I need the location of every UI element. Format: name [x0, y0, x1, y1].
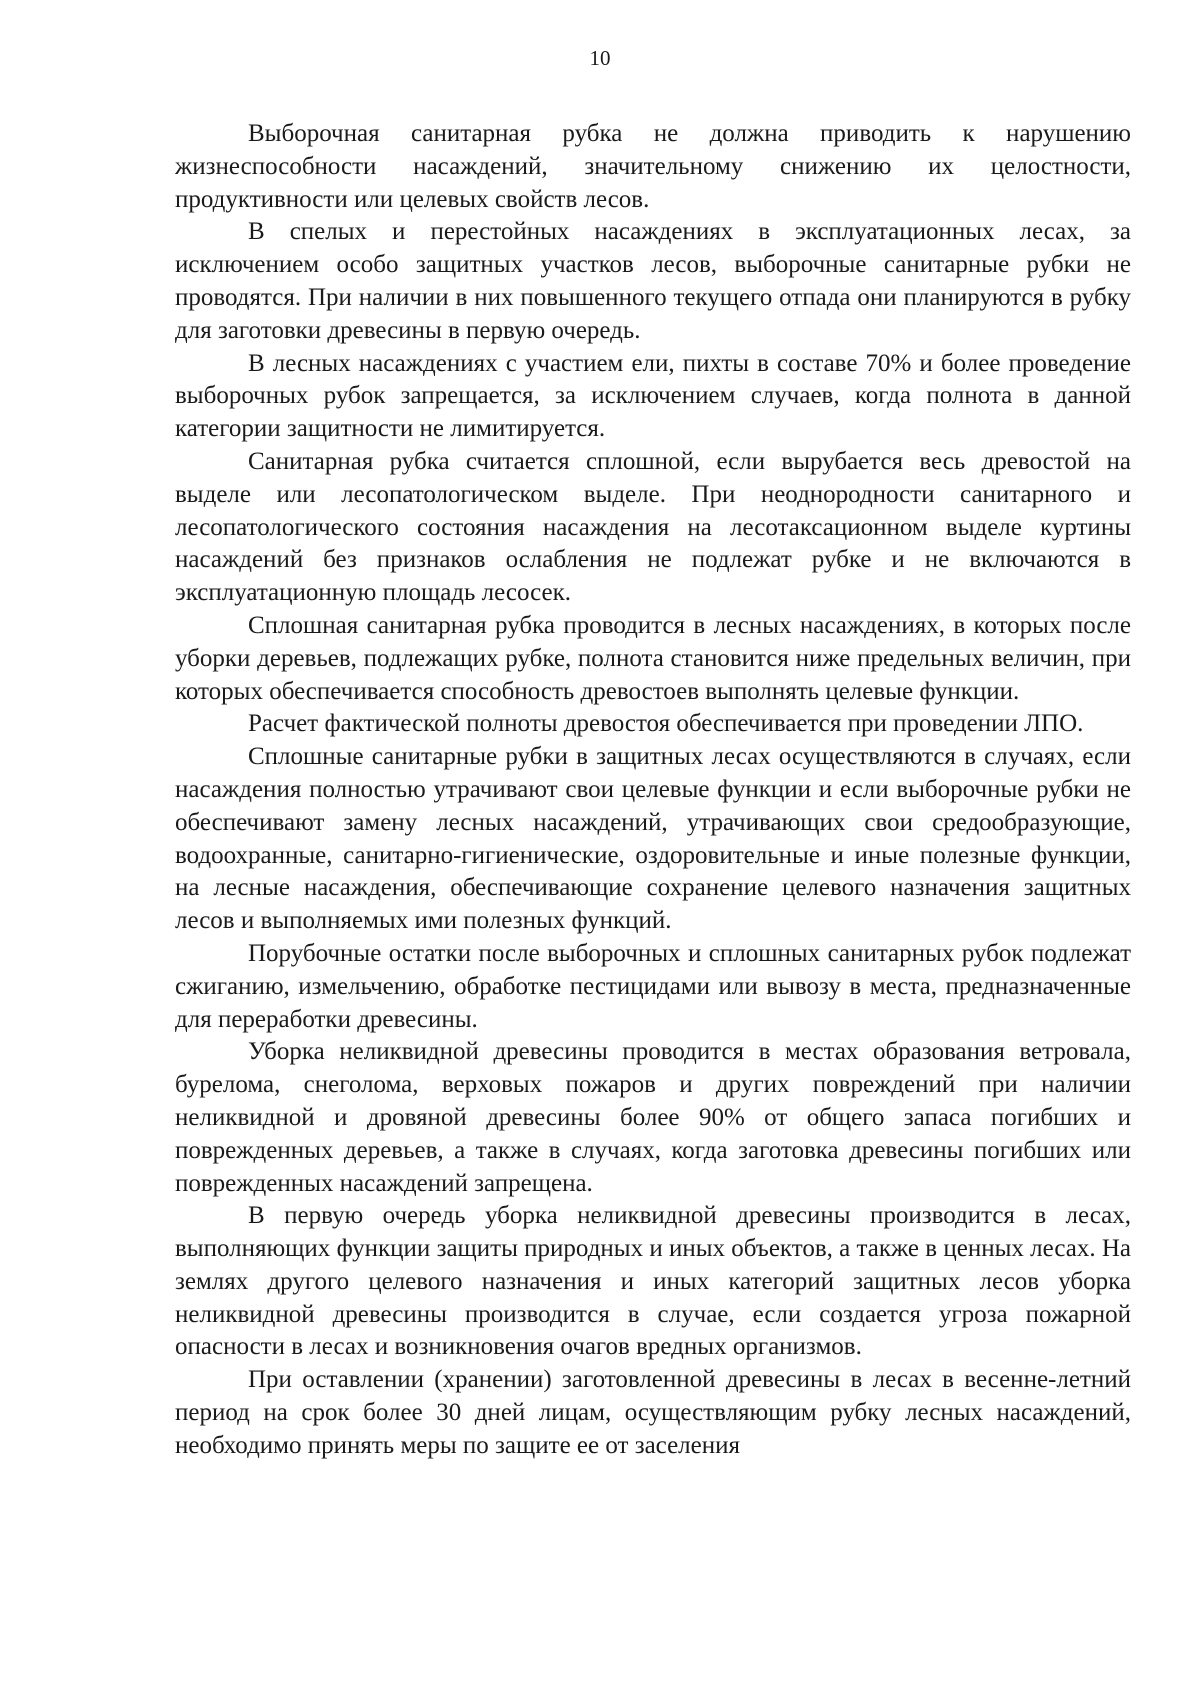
paragraph: Сплошные санитарные рубки в защитных лесах осуществляются в случаях, если насаждения полностью утрачивают свои целевые функции и если выборочные рубки не обеспечивают замену лесных насаждений, утрачивающих свои средообразующие, водоохранные, санитарно-гигиенические, оздоровительные и иные полезные функции, на лесные насаждения, обеспечивающие сохранение целевого назначения защитных лесов и выполняемых ими полезных функций. — [175, 743, 1131, 935]
paragraph: В лесных насаждениях с участием ели, пихты в составе 70% и более проведение выборочных рубок запрещается, за исключением случаев, когда полнота в данной категории защитности не лимитируется. — [175, 349, 1131, 443]
paragraph: Санитарная рубка считается сплошной, если вырубается весь древостой на выделе или лесопатологическом выделе. При неоднородности санитарного и лесопатологического состояния насаждения на лесотаксационном выделе куртины насаждений без признаков ослабления не подлежат рубке и не включаются в эксплуатационную площадь лесосек. — [175, 447, 1131, 607]
paragraph: Расчет фактической полноты древостоя обеспечивается при проведении ЛПО. — [248, 710, 1084, 738]
paragraph: Сплошная санитарная рубка проводится в лесных насаждениях, в которых после уборки деревьев, подлежащих рубке, полнота становится ниже предельных величин, при которых обеспечивается способность древостоев выполнять целевые функции. — [175, 611, 1131, 705]
paragraph: При оставлении (хранении) заготовленной древесины в лесах в весенне-летний период на срок более 30 дней лицам, осуществляющим рубку лесных насаждений, необходимо принять меры по защите ее от заселения — [175, 1366, 1131, 1459]
paragraph: В спелых и перестойных насаждениях в эксплуатационных лесах, за исключением особо защитных участков лесов, выборочные санитарные рубки не проводятся. При наличии в них повышенного текущего отпада они планируются в рубку для заготовки древесины в первую очередь. — [175, 218, 1131, 344]
paragraph: Выборочная санитарная рубка не должна приводить к нарушению жизнеспособности насаждений, значительному снижению их целостности, продуктивности или целевых свойств лесов. — [175, 120, 1131, 213]
paragraph: Уборка неликвидной древесины проводится в местах образования ветровала, бурелома, снеголома, верховых пожаров и других повреждений при наличии неликвидной и дровяной древесины более 90% от общего запаса погибших и поврежденных деревьев, а также в случаях, когда заготовка древесины погибших или поврежденных насаждений запрещена. — [175, 1038, 1131, 1197]
body-text — [175, 118, 1131, 1463]
page-number: 10 — [589, 46, 611, 70]
paragraph: В первую очередь уборка неликвидной древесины производится в лесах, выполняющих функции защиты природных и иных объектов, а также в ценных лесах. На землях другого целевого назначения и иных категорий защитных лесов уборка неликвидной древесины производится в случае, если создается угроза пожарной опасности в лесах и возникновения очагов вредных организмов. — [175, 1202, 1131, 1361]
paragraph: Порубочные остатки после выборочных и сплошных санитарных рубок подлежат сжиганию, измельчению, обработке пестицидами или вывозу в места, предназначенные для переработки древесины. — [175, 939, 1131, 1033]
